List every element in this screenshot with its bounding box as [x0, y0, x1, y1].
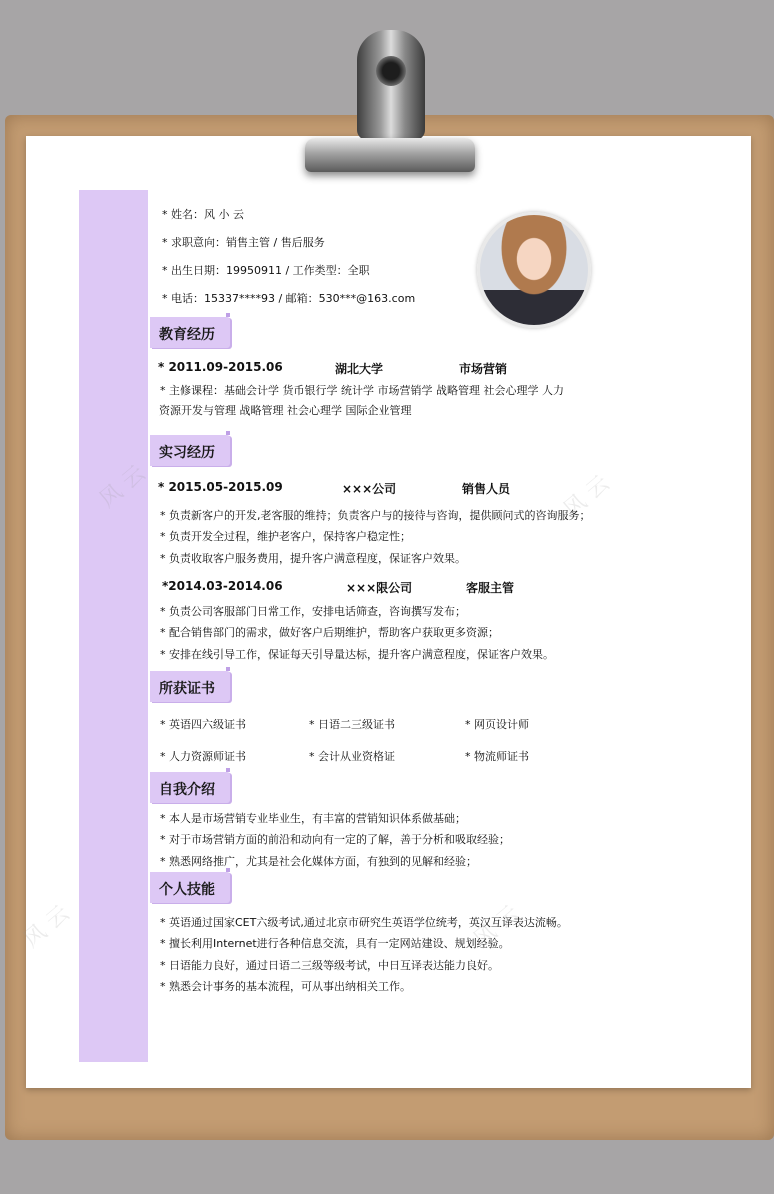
education-major: 市场营销 — [459, 362, 508, 376]
binder-clip-base — [305, 138, 475, 172]
section-header-education — [150, 317, 230, 348]
job-title: 客服主管 — [466, 581, 515, 595]
job-title: 销售人员 — [462, 482, 511, 496]
section-title: 实习经历 — [159, 445, 215, 461]
cert-item: * 英语四六级证书 — [160, 718, 246, 731]
cert-item: * 会计从业资格证 — [309, 750, 395, 763]
cert-item: * 物流师证书 — [465, 750, 529, 763]
job-duty: * 负责公司客服部门日常工作，安排电话筛查，咨询撰写发布； — [160, 605, 466, 618]
section-title: 所获证书 — [159, 681, 215, 697]
education-school: 湖北大学 — [335, 362, 384, 376]
sidebar-accent-bar — [79, 190, 148, 1062]
job-duty: * 负责开发全过程，维护老客户，保持客户稳定性； — [160, 530, 411, 543]
section-header-certs — [150, 671, 230, 702]
intro-item: * 熟悉网络推广，尤其是社会化媒体方面，有独到的见解和经验； — [160, 855, 477, 868]
education-courses: * 主修课程：基础会计学 货币银行学 统计学 市场营销学 战略管理 社会心理学 人力 — [160, 384, 564, 397]
skill-item: * 日语能力良好，通过日语二三级等级考试，中日互译表达能力良好。 — [160, 959, 499, 972]
cert-item: * 人力资源师证书 — [160, 750, 246, 763]
section-title: 自我介绍 — [159, 782, 215, 798]
profile-name: * 姓名：风 小 云 — [162, 208, 244, 221]
profile-contact: * 电话：15337****93 / 邮箱：530***@163.com — [162, 292, 416, 305]
education-period: * 2011.09-2015.06 — [158, 360, 283, 374]
section-header-internship — [150, 435, 230, 466]
job-period: *2014.03-2014.06 — [162, 579, 283, 593]
watermark: 风 云 — [19, 901, 75, 953]
cert-item: * 日语二三级证书 — [309, 718, 395, 731]
job-duty: * 负责新客户的开发,老客服的维持；负责客户与的接待与咨询，提供顾问式的咨询服务； — [160, 509, 591, 522]
education-courses: 资源开发与管理 战略管理 社会心理学 国际企业管理 — [159, 404, 412, 417]
section-title: 教育经历 — [159, 327, 215, 343]
skill-item: * 擅长利用Internet进行各种信息交流，具有一定网站建设、规划经验。 — [160, 937, 510, 950]
section-header-skills — [150, 872, 230, 903]
section-header-intro — [150, 772, 230, 803]
watermark: 风 云 — [469, 901, 525, 953]
section-title: 个人技能 — [159, 882, 215, 898]
intro-item: * 本人是市场营销专业毕业生，有丰富的营销知识体系做基础； — [160, 812, 466, 825]
watermark: 风 云 — [95, 461, 151, 513]
skill-item: * 英语通过国家CET六级考试,通过北京市研究生英语学位统考，英汉互译表达流畅。 — [160, 916, 568, 929]
job-company: ×××限公司 — [346, 581, 413, 595]
job-duty: * 负责收取客户服务费用，提升客户满意程度，保证客户效果。 — [160, 552, 466, 565]
profile-intent: * 求职意向：销售主管 / 售后服务 — [162, 236, 325, 249]
profile-birth: * 出生日期：19950911 / 工作类型：全职 — [162, 264, 370, 277]
clip-hole — [376, 56, 406, 86]
job-period: * 2015.05-2015.09 — [158, 480, 283, 494]
job-duty: * 配合销售部门的需求，做好客户后期维护，帮助客户获取更多资源； — [160, 626, 499, 639]
job-company: ×××公司 — [342, 482, 397, 496]
job-duty: * 安排在线引导工作，保证每天引导量达标，提升客户满意程度，保证客户效果。 — [160, 648, 554, 661]
watermark: 风 云 — [559, 471, 615, 523]
intro-item: * 对于市场营销方面的前沿和动向有一定的了解，善于分析和吸取经验； — [160, 833, 510, 846]
cert-item: * 网页设计师 — [465, 718, 529, 731]
profile-photo — [477, 212, 591, 328]
skill-item: * 熟悉会计事务的基本流程，可从事出纳相关工作。 — [160, 980, 411, 993]
